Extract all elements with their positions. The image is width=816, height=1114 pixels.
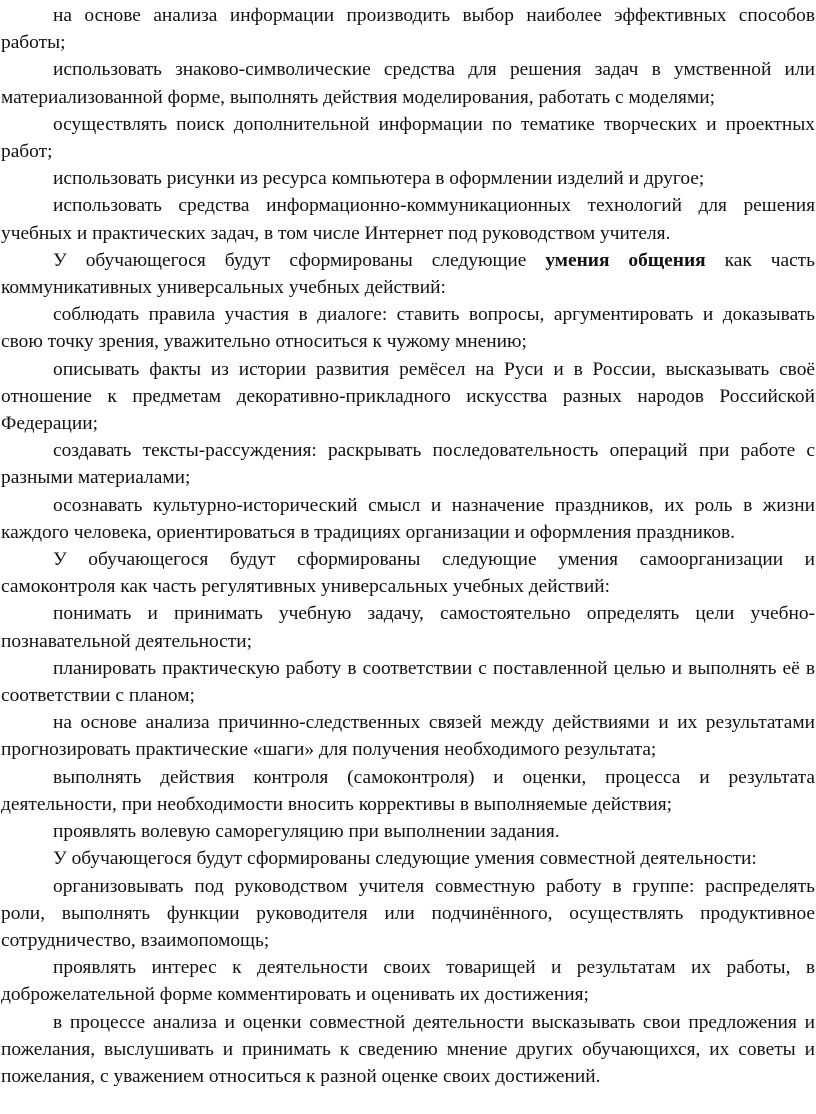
paragraph-10: осознавать культурно-исторический смысл и назначение праздников, их роль в жизни каждого человека, ориентироваться в традициях организации и оформления праздников. [1,494,815,543]
paragraph-8: описывать факты из истории развития ремёсел на Руси и в России, высказывать своё отношение к предметам декоративно-прикладного искусства разных народов Российской Федерации; [1,358,815,435]
paragraph-7: соблюдать правила участия в диалоге: ставить вопросы, аргументировать и доказывать свою точку зрения, уважительно относиться к чужому мнению; [1,304,815,353]
paragraph-9: создавать тексты-рассуждения: раскрывать последовательность операций при работе с разными материалами; [1,440,815,489]
paragraph-20: в процессе анализа и оценки совместной деятельности высказывать свои предложения и пожелания, выслушивать и принимать к сведению мнение других обучающихся, их советы и пожелания, с уважением относиться к разной оценке своих достижений. [1,1011,815,1087]
paragraph-5: использовать средства информационно-коммуникационных технологий для решения учебных и практических задач, в том числе Интернет под руководством учителя. [1,195,815,244]
paragraph-12: понимать и принимать учебную задачу, самостоятельно определять цели учебно-познавательной деятельности; [1,603,815,652]
paragraph-3: осуществлять поиск дополнительной информации по тематике творческих и проектных работ; [1,113,815,163]
paragraph-15: выполнять действия контроля (самоконтроля) и оценки, процесса и результата деятельности, при необходимости вносить коррективы в выполняемые действия; [1,766,815,815]
paragraph-6-communication-skills [1,247,815,301]
paragraph-2: использовать знаково-символические средства для решения задач в умственной или материализованной форме, выполнять действия моделирования, работать с моделями; [1,59,815,108]
paragraph-14: на основе анализа причинно-следственных связей между действиями и их результатами прогнозировать практические «шаги» для получения необходимого результата; [1,712,815,761]
paragraph-13: планировать практическую работу в соответствии с поставленной целью и выполнять её в соответствии с планом; [1,657,815,707]
paragraph-6-tail-text: как часть коммуникативных универсальных учебных действий: [1,249,815,299]
paragraph-16: проявлять волевую саморегуляцию при выполнении задания. [53,821,560,843]
paragraph-11: У обучающегося будут сформированы следующие умения самоорганизации и самоконтроля как часть регулятивных универсальных учебных действий: [1,549,815,598]
paragraph-4: использовать рисунки из ресурса компьютера в оформлении изделий и другое; [53,168,705,190]
paragraph-1: на основе анализа информации производить выбор наиболее эффективных способов работы; [1,5,815,54]
communication-skills-bold-term: умения общения [545,249,706,271]
paragraph-6-lead-text: У обучающегося будут сформированы следующие [53,249,546,271]
paragraph-17: У обучающегося будут сформированы следующие умения совместной деятельности: [53,848,757,870]
paragraph-18: организовывать под руководством учителя совместную работу в группе: распределять роли, выполнять функции руководителя или подчинённого, осуществлять продуктивное сотрудничество, взаимопомощь; [1,875,815,951]
paragraph-19: проявлять интерес к деятельности своих товарищей и результатам их работы, в доброжелательной форме комментировать и оценивать их достижения; [1,957,815,1006]
